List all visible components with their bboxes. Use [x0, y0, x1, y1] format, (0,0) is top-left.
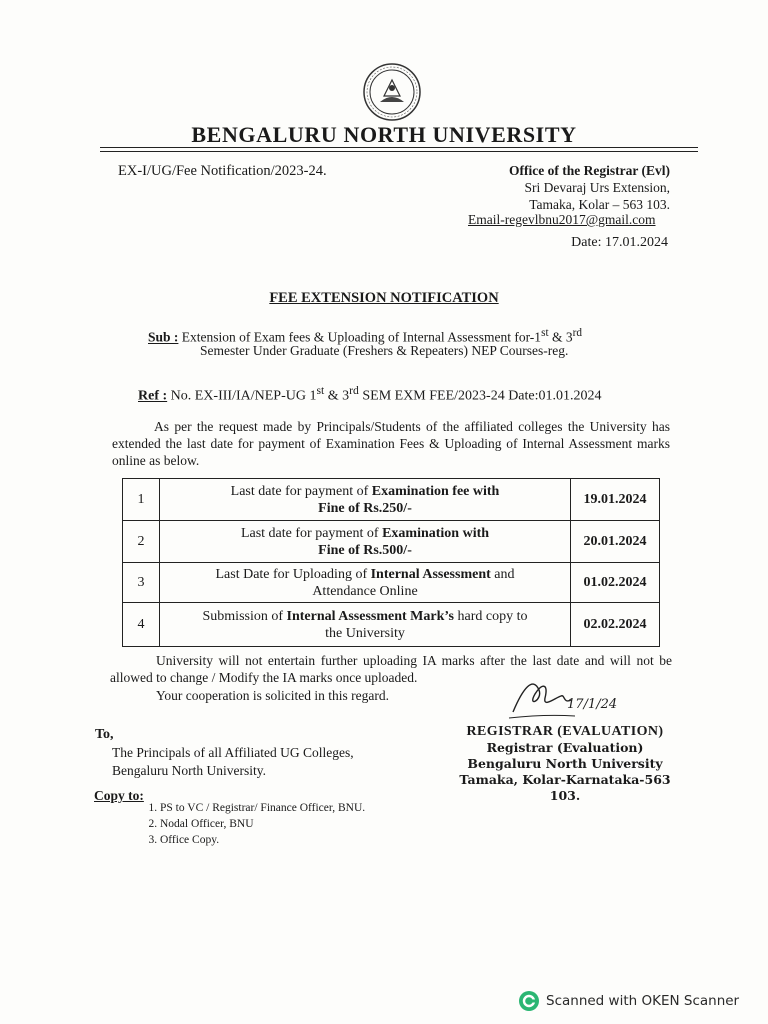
desc-bold-2: Fine of Rs.500/- [318, 542, 412, 558]
university-name: BENGALURU NORTH UNIVERSITY [191, 122, 577, 147]
header-rule-thin [100, 151, 698, 152]
to-line-1: The Principals of all Affiliated UG Colleges, [112, 745, 354, 760]
ref-text-b: & 3 [324, 388, 350, 404]
desc-bold: Internal Assessment Mark’s [286, 608, 454, 624]
office-address [470, 162, 670, 213]
email-address: Email-regevlbnu2017@gmail.com [468, 212, 656, 227]
header-rule [100, 147, 698, 148]
to-line-2: Bengaluru North University. [112, 763, 266, 778]
table-row [123, 521, 660, 563]
ref-sup-1: st [316, 384, 325, 397]
title-text: FEE EXTENSION NOTIFICATION [269, 290, 499, 306]
row-number: 4 [123, 603, 160, 647]
table-row [123, 603, 660, 647]
stamp-line-3: Tamaka, Kolar-Karnataka-563 103. [459, 772, 671, 803]
desc-pre: Submission of [202, 608, 287, 624]
desc-post: Attendance Online [312, 583, 418, 599]
row-description [160, 479, 571, 521]
desc-pre: Last date for payment of [240, 525, 383, 541]
registrar-title: REGISTRAR (EVALUATION) [466, 724, 664, 739]
signature-date: 17/1/24 [567, 697, 618, 712]
copy-item: 3. Office Copy. [160, 832, 365, 848]
ref-sup-2: rd [349, 384, 359, 397]
subject-sup-1: st [541, 327, 549, 339]
reference-line [138, 384, 602, 405]
row-description [160, 603, 571, 647]
subject-amp: & 3 [548, 329, 573, 345]
desc-mid: and [490, 566, 515, 582]
stamp-line-1: Registrar (Evaluation) [486, 740, 644, 755]
subject-sup-2: rd [572, 327, 582, 339]
closing-paragraph: University will not entertain further uploading IA marks after the last date and will not be allowed to change / Modify the IA marks once uploaded. [110, 653, 672, 685]
desc-pre: Last date for payment of [230, 483, 372, 499]
table-row [123, 479, 660, 521]
to-label: To, [95, 727, 114, 742]
desc-bold: Examination with [382, 525, 490, 541]
registrar-block [458, 724, 672, 804]
ref-text-a: No. EX-III/IA/NEP-UG 1 [170, 388, 317, 404]
desc-bold-2: Fine of Rs.250/- [318, 500, 412, 516]
subject-line-2: Semester Under Graduate (Freshers & Repeaters) NEP Courses-reg. [200, 343, 569, 358]
notification-title [0, 290, 768, 307]
desc-post: the University [325, 625, 405, 641]
row-date: 02.02.2024 [571, 603, 660, 647]
row-description [160, 563, 571, 603]
notification-date: Date: 17.01.2024 [571, 235, 668, 250]
row-description [160, 521, 571, 563]
desc-bold: Internal Assessment [370, 566, 491, 582]
address-line-2: Tamaka, Kolar – 563 103. [529, 197, 670, 212]
body-paragraph: As per the request made by Principals/Students of the affiliated colleges the University has extended the last date for payment of Examination Fees & Uploading of Internal Assessment marks online as below. [112, 419, 670, 468]
desc-mid: hard copy to [454, 608, 528, 624]
copy-item: 2. Nodal Officer, BNU [160, 816, 365, 832]
stamp-line-2: Bengaluru North University [467, 756, 663, 771]
row-date: 01.02.2024 [571, 563, 660, 603]
row-number: 1 [123, 479, 160, 521]
scanner-watermark [518, 990, 739, 1012]
subject-text: Extension of Exam fees & Uploading of Internal Assessment for-1 [181, 329, 542, 345]
address-line-1: Sri Devaraj Urs Extension, [524, 180, 670, 195]
registrar-signature-icon [505, 668, 645, 724]
copy-to-label: Copy to: [94, 788, 144, 803]
table-row [123, 563, 660, 603]
row-date: 20.01.2024 [571, 521, 660, 563]
ref-label: Ref : [138, 388, 168, 404]
copy-list [140, 800, 365, 848]
row-number: 2 [123, 521, 160, 563]
copy-item: 1. PS to VC / Registrar/ Finance Officer, BNU. [160, 800, 365, 816]
row-number: 3 [123, 563, 160, 603]
scanner-text: Scanned with OKEN Scanner [546, 993, 740, 1009]
reference-number: EX-I/UG/Fee Notification/2023-24. [118, 163, 327, 179]
to-recipients [112, 744, 354, 780]
oken-scanner-logo-icon [518, 990, 540, 1012]
deadline-table [122, 478, 660, 647]
subject-label: Sub : [148, 329, 179, 345]
ref-text-c: SEM EXM FEE/2023-24 Date:01.01.2024 [358, 388, 602, 404]
row-date: 19.01.2024 [571, 479, 660, 521]
office-title: Office of the Registrar (Evl) [509, 163, 670, 178]
cooperation-line: Your cooperation is solicited in this regard. [156, 688, 389, 703]
desc-bold: Examination fee with [371, 483, 500, 499]
desc-pre: Last Date for Uploading of [215, 566, 371, 582]
university-seal-icon [362, 62, 422, 122]
